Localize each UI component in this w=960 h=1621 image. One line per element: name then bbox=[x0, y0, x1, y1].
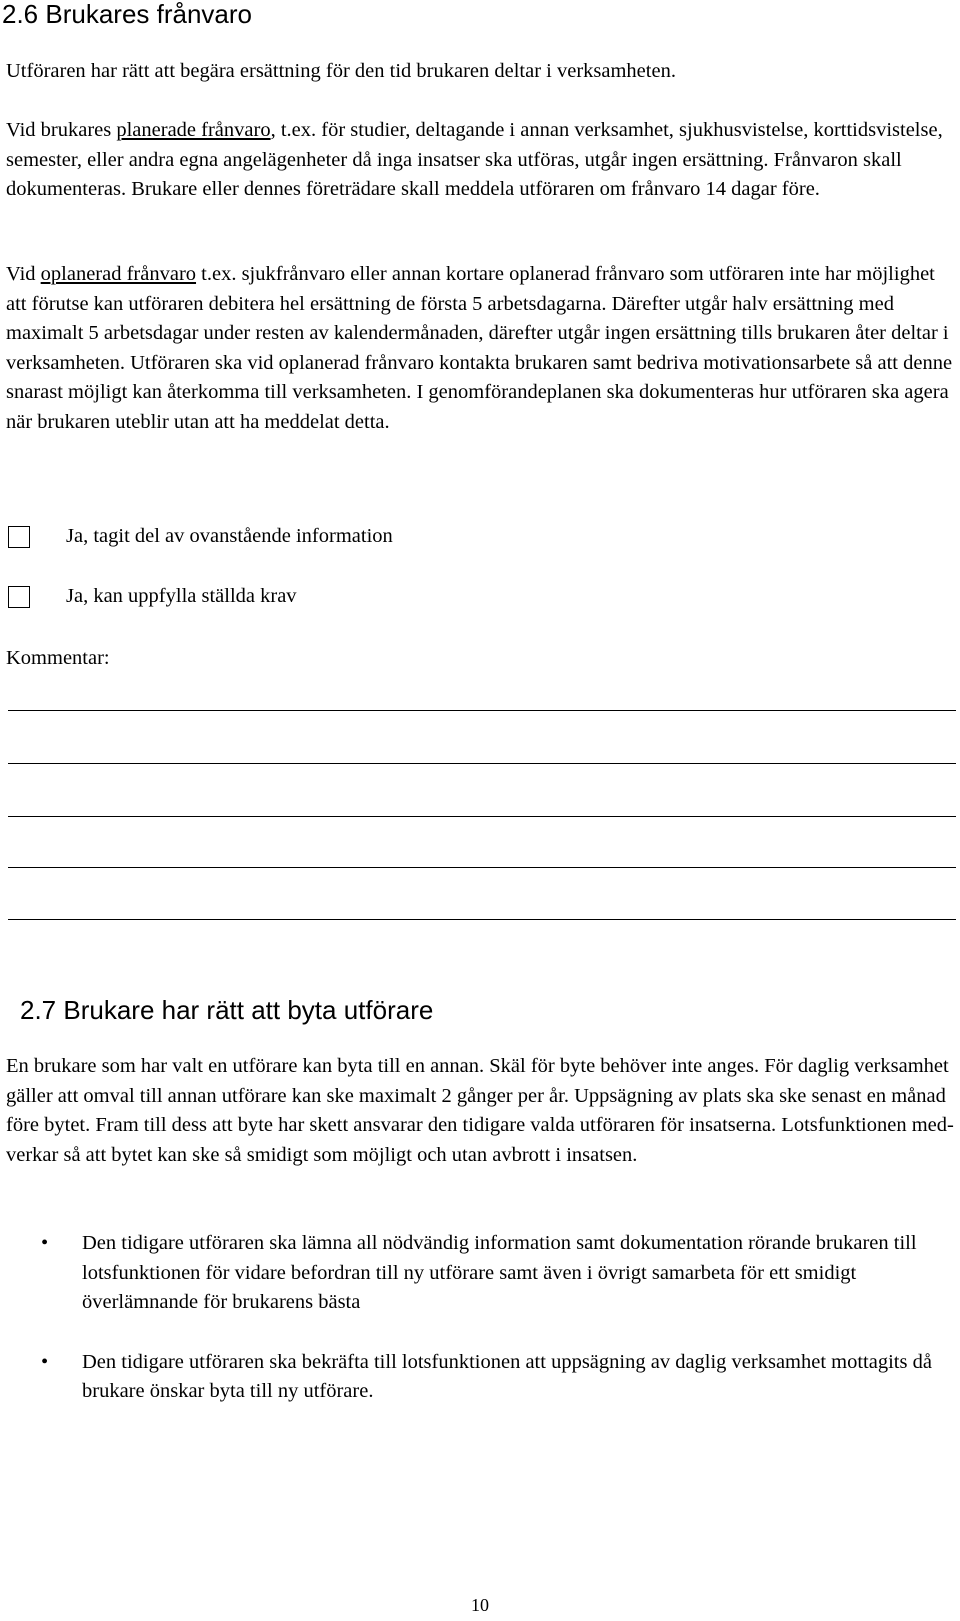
comment-line-3[interactable] bbox=[8, 816, 956, 817]
paragraph-unplanned-absence bbox=[6, 260, 954, 437]
list-item-text: Den tidigare utföraren ska bekräfta till lotsfunktionen att uppsägning av daglig verksamhet mottagits då brukare önskar byta till ny utförare. bbox=[82, 1350, 932, 1402]
list-item-text: Den tidigare utföraren ska lämna all nödvändig information samt dokumentation rörande brukaren till lotsfunktionen för vidare befordran till ny utförare samt även i övrigt samarbeta för ett smidigt överlämnande för brukarens bästa bbox=[82, 1232, 917, 1313]
checkbox-row-requirements bbox=[8, 582, 297, 612]
list-item bbox=[0, 1229, 960, 1318]
comment-label: Kommentar: bbox=[6, 647, 110, 669]
unplanned-absence-term: oplanerad frånvaro bbox=[40, 263, 197, 285]
paragraph-compensation: Utföraren har rätt att begära ersättning för den tid brukaren deltar i verksamheten. bbox=[6, 60, 676, 82]
checkbox-label-information: Ja, tagit del av ovanstående information bbox=[66, 525, 393, 548]
comment-line-4[interactable] bbox=[8, 867, 956, 868]
planned-absence-term: planerade frånvaro bbox=[116, 119, 271, 141]
unplanned-rest: t.ex. sjukfrånvaro eller annan kortare oplanerad frånvaro som utföraren inte har möjlighet att förutse kan utföraren debitera hel ersättning de första 5 arbetsdagarna. Därefter utgår halv ersättning med maximalt 5 arbetsdagar under resten av kalendermånaden, därefter utgår ingen ersättning tills brukaren åter deltar i verksamheten. Utföraren ska vid oplanerad frånvaro kontakta brukaren samt bedriva motivationsarbete så att denne snarast möjligt kan återkomma till verksamheten. I genomförandeplanen ska dokumenteras hur utföraren ska agera när brukaren uteblir utan att ha meddelat detta. bbox=[6, 263, 953, 433]
unplanned-prefix: Vid bbox=[6, 263, 41, 285]
checkbox-row-information bbox=[8, 522, 393, 552]
paragraph-change-provider: En brukare som har valt en utförare kan byta till en annan. Skäl för byte behöver inte anges. För daglig verksamhet gäller att omval till annan utförare kan ske maximalt 2 gånger per år. Uppsägning av plats ska ske senast en månad före bytet. Fram till dess att byte har skett ansvarar den tidigare valda utföraren för insatserna. Lotsfunktionen med-verkar så att bytet kan ske så smidigt som möjligt och utan avbrott i insatsen. bbox=[6, 1055, 954, 1166]
comment-line-5[interactable] bbox=[8, 919, 956, 920]
list-item bbox=[0, 1348, 960, 1407]
section-heading-2-7: 2.7 Brukare har rätt att byta utförare bbox=[20, 995, 434, 1025]
page-number: 10 bbox=[471, 1595, 489, 1615]
planned-prefix: Vid brukares bbox=[6, 119, 117, 141]
paragraph-planned-absence bbox=[6, 116, 954, 205]
checkbox-requirements[interactable] bbox=[8, 586, 30, 608]
comment-line-1[interactable] bbox=[8, 710, 956, 711]
checkbox-label-requirements: Ja, kan uppfylla ställda krav bbox=[66, 585, 297, 608]
planned-rest: , t.ex. för studier, deltagande i annan verksamhet, sjukhusvistelse, korttidsvistelse, semester, eller andra egna angelägenheter då inga insatser ska utföras, utgår ingen ersättning. Frånvaron skall dokumenteras. Brukare eller dennes företrädare skall meddela utföraren om frånvaro 14 dagar före. bbox=[6, 119, 943, 200]
bullet-list bbox=[0, 1229, 960, 1437]
checkbox-information[interactable] bbox=[8, 526, 30, 548]
comment-line-2[interactable] bbox=[8, 763, 956, 764]
bullet-icon: • bbox=[41, 1350, 49, 1373]
section-heading-2-6: 2.6 Brukares frånvaro bbox=[2, 0, 253, 29]
bullet-icon: • bbox=[41, 1232, 49, 1254]
